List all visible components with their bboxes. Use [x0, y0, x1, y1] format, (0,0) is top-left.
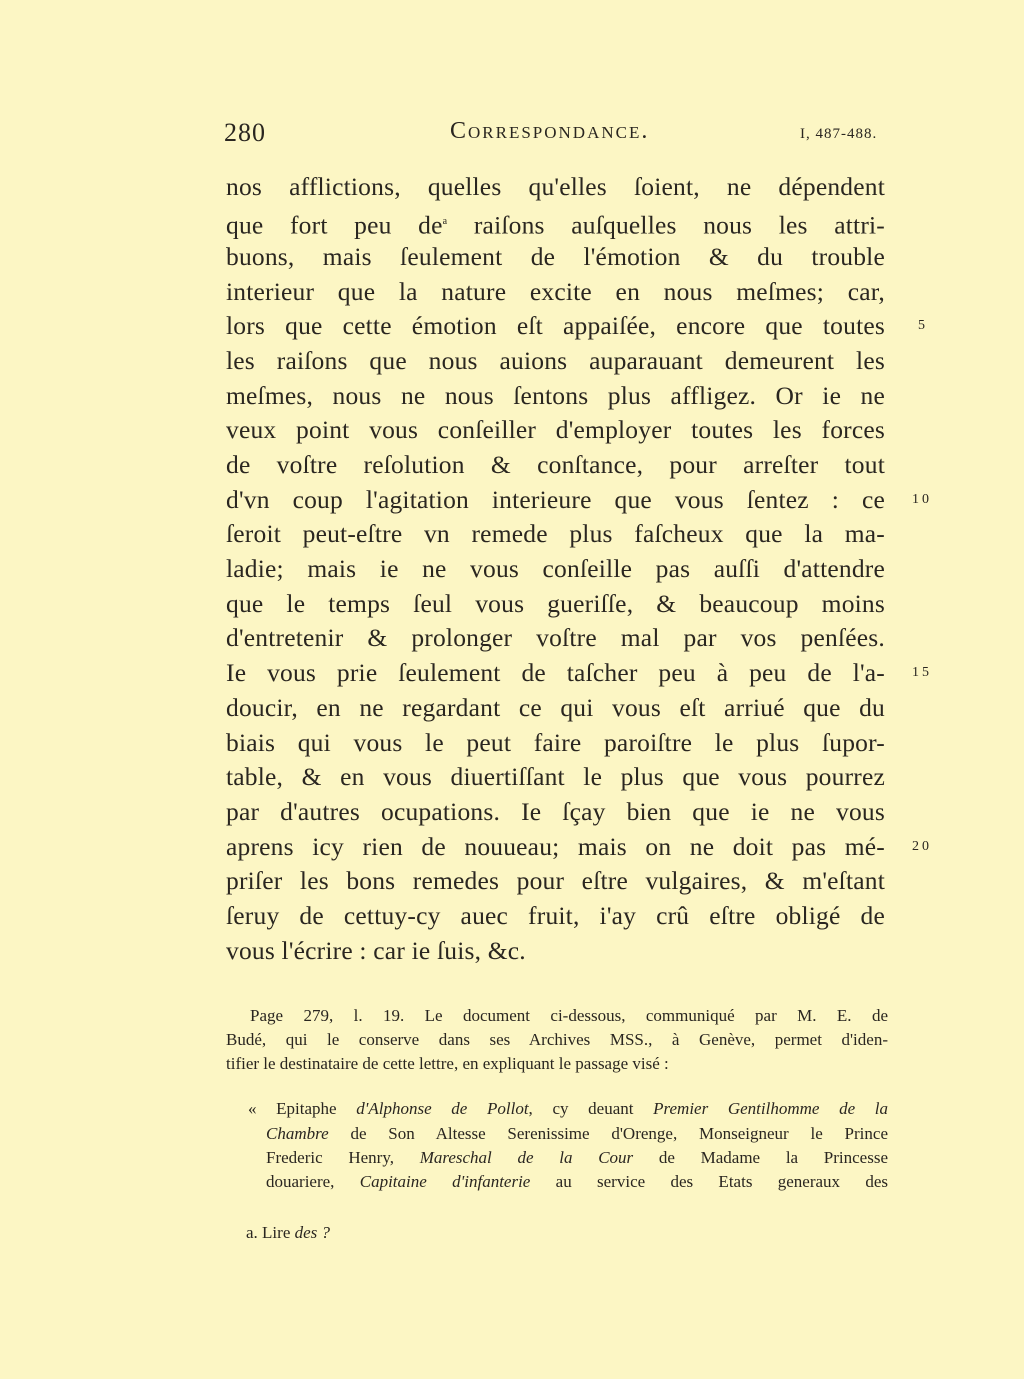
- text-line: biais qui vous le peut faire paroiſtre le plus ſupor-: [226, 728, 885, 757]
- text-line: priſer les bons remedes pour eſtre vulgaires, & m'eſtant: [226, 866, 885, 895]
- text-line: ſeroit peut-eſtre vn remede plus faſcheux que la ma-: [226, 519, 885, 548]
- footnote: [246, 1223, 330, 1243]
- note-italic: Mareschal de la Cour: [419, 1148, 634, 1167]
- footnote-marker: a: [442, 216, 448, 227]
- text-segment: raiſons auſquelles nous les attri-: [447, 210, 886, 240]
- page-reference: I, 487-488.: [800, 126, 878, 142]
- note-line: Page 279, l. 19. Le document ci-dessous, communiqué par M. E. de: [250, 1006, 888, 1025]
- text-line: buons, mais ſeulement de l'émotion & du trouble: [226, 242, 885, 271]
- line-number: 20: [912, 839, 932, 854]
- line-number: 5: [918, 318, 928, 333]
- line-number: 10: [912, 492, 932, 507]
- text-line: interieur que la nature excite en nous meſmes; car,: [226, 277, 885, 306]
- note-segment: , cy deuant: [528, 1099, 654, 1118]
- note-italic: d'Alphonse de Pollot: [356, 1099, 529, 1118]
- note-segment: « Epitaphe: [248, 1099, 357, 1118]
- text-line: de voſtre reſolution & conſtance, pour arreſter tout: [226, 450, 885, 479]
- text-line: vous l'écrire : car ie ſuis, &c.: [226, 936, 526, 965]
- text-line: veux point vous conſeiller d'employer toutes les forces: [226, 415, 885, 444]
- text-segment: que fort peu de: [226, 210, 443, 240]
- note-line: [266, 1170, 888, 1193]
- footnote-label: a. Lire: [246, 1223, 295, 1242]
- note-segment: de Son Altesse Serenissime d'Orenge, Monseigneur le Prince: [328, 1124, 888, 1143]
- footnote-italic: des ?: [294, 1223, 331, 1242]
- note-segment: de Madame la Princesse: [633, 1148, 889, 1167]
- text-line: d'entretenir & prolonger voſtre mal par vos penſées.: [226, 623, 885, 652]
- text-line: ſeruy de cettuy-cy auec fruit, i'ay crû eſtre obligé de: [226, 901, 885, 930]
- note-line: [266, 1146, 888, 1169]
- note-segment: Frederic Henry,: [266, 1148, 420, 1167]
- text-line: doucir, en ne regardant ce qui vous eſt arriué que du: [226, 693, 885, 722]
- text-line: ladie; mais ie ne vous conſeille pas auſſi d'attendre: [226, 554, 885, 583]
- note-segment: au service des Etats generaux des: [530, 1172, 889, 1191]
- text-line: d'vn coup l'agitation interieure que vous ſentez : ce: [226, 485, 885, 514]
- text-line: table, & en vous diuertiſſant le plus que vous pourrez: [226, 762, 885, 791]
- text-line: [226, 205, 885, 240]
- text-line: meſmes, nous ne nous ſentons plus affligez. Or ie ne: [226, 381, 885, 410]
- text-line: Ie vous prie ſeulement de taſcher peu à peu de l'a-: [226, 658, 885, 687]
- text-line: les raiſons que nous auions auparauant demeurent les: [226, 346, 885, 375]
- text-line: par d'autres ocupations. Ie ſçay bien que ie ne vous: [226, 797, 885, 826]
- note-line: Budé, qui le conserve dans ses Archives MSS., à Genève, permet d'iden-: [226, 1030, 888, 1049]
- text-line: nos afflictions, quelles qu'elles ſoient, ne dépendent: [226, 172, 885, 201]
- text-line: aprens icy rien de nouueau; mais on ne doit pas mé-: [226, 832, 885, 861]
- note-italic: Capitaine d'infanterie: [359, 1172, 531, 1191]
- note-line: [266, 1122, 888, 1145]
- text-line: que le temps ſeul vous gueriſſe, & beaucoup moins: [226, 589, 885, 618]
- page-number: 280: [224, 118, 266, 147]
- note-line: [248, 1097, 888, 1120]
- line-number: 15: [912, 665, 932, 680]
- note-line: tifier le destinataire de cette lettre, en expliquant le passage visé :: [226, 1054, 669, 1073]
- note-italic: Chambre: [266, 1124, 329, 1143]
- running-title: Correspondance.: [450, 118, 650, 144]
- note-italic: Premier Gentilhomme de la: [653, 1099, 889, 1118]
- text-line: lors que cette émotion eſt appaiſée, encore que toutes: [226, 311, 885, 340]
- note-segment: douariere,: [266, 1172, 360, 1191]
